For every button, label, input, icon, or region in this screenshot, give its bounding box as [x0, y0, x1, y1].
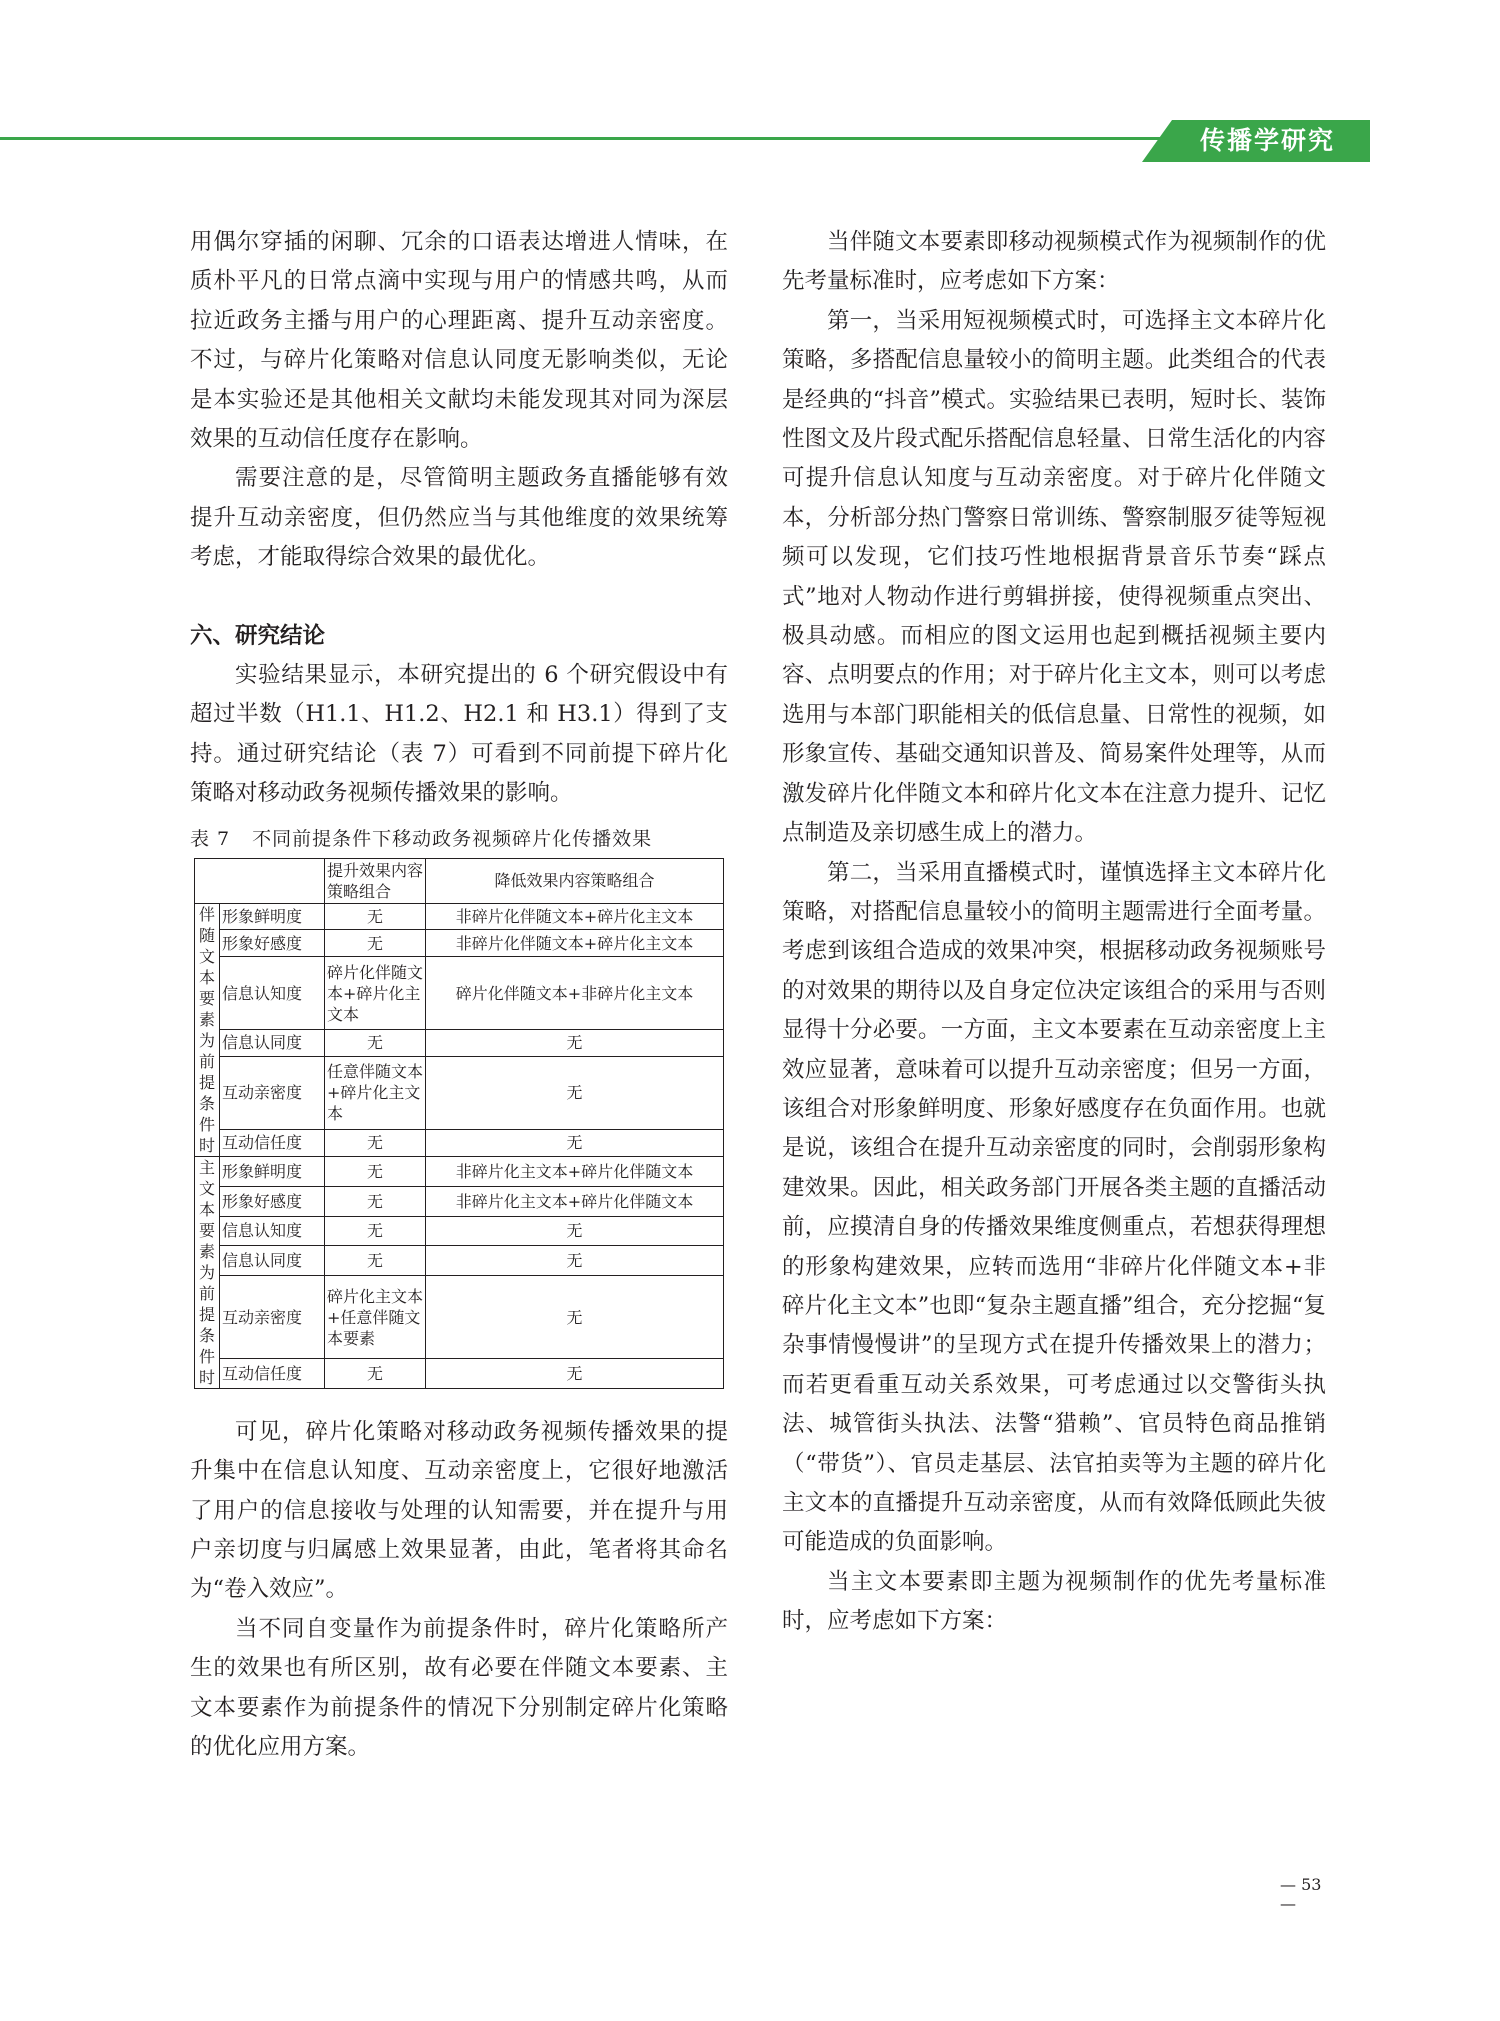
paragraph: 实验结果显示，本研究提出的 6 个研究假设中有超过半数（H1.1、H1.2、H2.1 和 H3.1）得到了支持。通过研究结论（表 7）可看到不同前提下碎片化策略对移动政务视频传播效果的影响。: [190, 662, 728, 807]
table-row: [195, 1276, 724, 1358]
table-title: 不同前提条件下移动政务视频碎片化传播效果: [252, 827, 653, 850]
table-row: [195, 1156, 724, 1186]
paragraph: 当主文本要素即主题为视频制作的优先考量标准时，应考虑如下方案：: [782, 1568, 1326, 1635]
paragraph: 当伴随文本要素即移动视频模式作为视频制作的优先考量标准时，应考虑如下方案：: [782, 229, 1326, 295]
decrease-cell: 无: [426, 1056, 724, 1129]
paragraph: 用偶尔穿插的闲聊、冗余的口语表达增进人情味，在质朴平凡的日常点滴中实现与用户的情感共鸣，从而拉近政务主播与用户的心理距离、提升互动亲密度。不过，与碎片化策略对信息认同度无影响类似，无论是本实验还是其他相关文献均未能发现其对同为深层效果的互动信任度存在影响。: [190, 229, 728, 453]
paragraph: 当不同自变量作为前提条件时，碎片化策略所产生的效果也有所区别，故有必要在伴随文本要素、主文本要素作为前提条件的情况下分别制定碎片化策略的优化应用方案。: [190, 1615, 728, 1760]
decrease-cell: 无: [426, 1276, 724, 1358]
left-column: [190, 223, 728, 1767]
dimension-cell: 形象好感度: [220, 930, 325, 957]
increase-cell: 无: [325, 1130, 426, 1157]
header-increase: 提升效果内容策略组合: [325, 858, 426, 903]
decrease-cell: 无: [426, 1216, 724, 1246]
table-row: [195, 1358, 724, 1388]
table-row: [195, 1246, 724, 1276]
dimension-cell: 信息认同度: [220, 1030, 325, 1057]
group-label: 伴随文本要素为前提条件时: [195, 903, 220, 1156]
increase-cell: 无: [325, 930, 426, 957]
dimension-cell: 互动信任度: [220, 1130, 325, 1157]
right-column: [782, 223, 1326, 1642]
decrease-cell: 无: [426, 1030, 724, 1057]
table-row: [195, 1216, 724, 1246]
table-caption: [190, 826, 728, 852]
dimension-cell: 信息认同度: [220, 1246, 325, 1276]
paragraph: 需要注意的是，尽管简明主题政务直播能够有效提升互动亲密度，但仍然应当与其他维度的效果统筹考虑，才能取得综合效果的最优化。: [190, 465, 728, 571]
table-row: [195, 1030, 724, 1057]
decrease-cell: 碎片化伴随文本+非碎片化主文本: [426, 956, 724, 1029]
increase-cell: 碎片化主文本+任意伴随文本要素: [325, 1276, 426, 1358]
dimension-cell: 信息认知度: [220, 1216, 325, 1246]
table-row: [195, 956, 724, 1029]
table-row: [195, 1186, 724, 1216]
increase-cell: 无: [325, 1246, 426, 1276]
increase-cell: 无: [325, 1186, 426, 1216]
increase-cell: 任意伴随文本+碎片化主文本: [325, 1056, 426, 1129]
table-row: [195, 930, 724, 957]
group-label: 主文本要素为前提条件时: [195, 1156, 220, 1388]
decrease-cell: 非碎片化主文本+碎片化伴随文本: [426, 1186, 724, 1216]
decrease-cell: 无: [426, 1130, 724, 1157]
table-corner-cell: [195, 858, 325, 903]
decrease-cell: 无: [426, 1358, 724, 1388]
decrease-cell: 无: [426, 1246, 724, 1276]
section-heading: 六、研究结论: [190, 622, 326, 649]
table-number: 表 7: [190, 827, 231, 850]
paragraph: 第二，当采用直播模式时，谨慎选择主文本碎片化策略，对搭配信息量较小的简明主题需进行全面考量。考虑到该组合造成的效果冲突，根据移动政务视频账号的对效果的期待以及自身定位决定该组合的采用与否则显得十分必要。一方面，主文本要素在互动亲密度上主效应显著，意味着可以提升互动亲密度；但另一方面，该组合对形象鲜明度、形象好感度存在负面作用。也就是说，该组合在提升互动亲密度的同时，会削弱形象构建效果。因此，相关政务部门开展各类主题的直播活动前，应摸清自身的传播效果维度侧重点，若想获得理想的形象构建效果，应转而选用“非碎片化伴随文本+非碎片化主文本”也即“复杂主题直播”组合，充分挖掘“复杂事情慢慢讲”的呈现方式在提升传播效果上的潜力；而若更看重互动关系效果，可考虑通过以交警街头执法、城管街头执法、法警“猎赖”、官员特色商品推销（“带货”）、官员走基层、法官拍卖等为主题的碎片化主文本的直播提升互动亲密度，从而有效降低顾此失彼可能造成的负面影响。: [782, 859, 1326, 1556]
dimension-cell: 形象好感度: [220, 1186, 325, 1216]
decrease-cell: 非碎片化主文本+碎片化伴随文本: [426, 1156, 724, 1186]
results-table: [194, 858, 724, 1389]
increase-cell: 无: [325, 1030, 426, 1057]
table-row: [195, 903, 724, 930]
dimension-cell: 形象鲜明度: [220, 903, 325, 930]
paragraph: 可见，碎片化策略对移动政务视频传播效果的提升集中在信息认知度、互动亲密度上，它很好地激活了用户的信息接收与处理的认知需要，并在提升与用户亲切度与归属感上效果显著，由此，笔者将其命名为“卷入效应”。: [190, 1418, 728, 1603]
page-number: — 53 —: [1280, 1875, 1322, 1913]
header-decrease: 降低效果内容策略组合: [426, 858, 724, 903]
dimension-cell: 形象鲜明度: [220, 1156, 325, 1186]
increase-cell: 碎片化伴随文本+碎片化主文本: [325, 956, 426, 1029]
increase-cell: 无: [325, 1156, 426, 1186]
table-header-row: [195, 858, 724, 903]
dimension-cell: 互动亲密度: [220, 1276, 325, 1358]
dimension-cell: 信息认知度: [220, 956, 325, 1029]
increase-cell: 无: [325, 1216, 426, 1246]
header-rule: [0, 137, 1180, 140]
dimension-cell: 互动信任度: [220, 1358, 325, 1388]
dimension-cell: 互动亲密度: [220, 1056, 325, 1129]
increase-cell: 无: [325, 903, 426, 930]
table-row: [195, 1056, 724, 1129]
paragraph: 第一，当采用短视频模式时，可选择主文本碎片化策略，多搭配信息量较小的简明主题。此类组合的代表是经典的“抖音”模式。实验结果已表明，短时长、装饰性图文及片段式配乐搭配信息轻量、日常生活化的内容可提升信息认知度与互动亲密度。对于碎片化伴随文本，分析部分热门警察日常训练、警察制服歹徒等短视频可以发现，它们技巧性地根据背景音乐节奏“踩点式”地对人物动作进行剪辑拼接，使得视频重点突出、极具动感。而相应的图文运用也起到概括视频主要内容、点明要点的作用；对于碎片化主文本，则可以考虑选用与本部门职能相关的低信息量、日常性的视频，如形象宣传、基础交通知识普及、简易案件处理等，从而激发碎片化伴随文本和碎片化文本在注意力提升、记忆点制造及亲切感生成上的潜力。: [782, 307, 1326, 847]
decrease-cell: 非碎片化伴随文本+碎片化主文本: [426, 903, 724, 930]
table-row: [195, 1130, 724, 1157]
increase-cell: 无: [325, 1358, 426, 1388]
journal-section-title: 传播学研究: [1200, 126, 1336, 155]
decrease-cell: 非碎片化伴随文本+碎片化主文本: [426, 930, 724, 957]
